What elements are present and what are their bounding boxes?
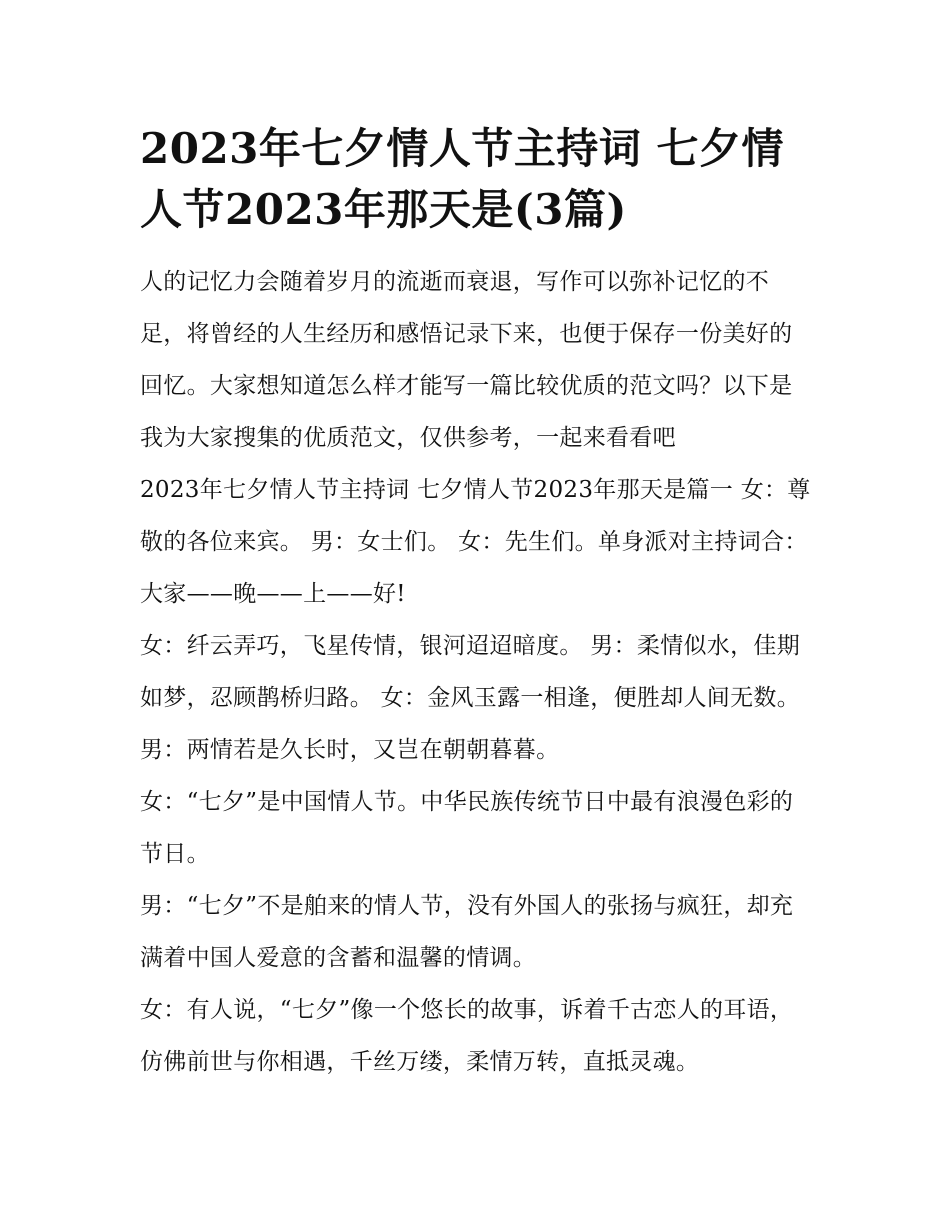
paragraph-poem: 女：纤云弄巧，飞星传情，银河迢迢暗度。 男：柔情似水，佳期如梦，忍顾鹊桥归路。 女：金风玉露一相逢，便胜却人间无数。 男：两情若是久长时，又岂在朝朝暮暮。: [140, 633, 801, 763]
intro-paragraph: 人的记忆力会随着岁月的流逝而衰退，写作可以弥补记忆的不足，将曾经的人生经历和感悟记录下来，也便于保存一份美好的回忆。大家想知道怎么样才能写一篇比较优质的范文吗？以下是我为大家搜集的优质范文，仅供参考，一起来看看吧: [140, 269, 793, 451]
paragraph-female-2: 女：有人说，“七夕”像一个悠长的故事，诉着千古恋人的耳语，仿佛前世与你相遇，千丝万缕，柔情万转，直抵灵魂。: [140, 997, 794, 1075]
paragraph-female-1: 女：“七夕”是中国情人节。中华民族传统节日中最有浪漫色彩的节日。: [140, 789, 794, 867]
paragraph-male-1: 男：“七夕”不是舶来的情人节，没有外国人的张扬与疯狂，却充满着中国人爱意的含蓄和温馨的情调。: [140, 893, 794, 971]
document-title: 2023年七夕情人节主持词 七夕情人节2023年那天是(3篇): [140, 124, 785, 234]
paragraph-opening: 2023年七夕情人节主持词 七夕情人节2023年那天是篇一 女：尊敬的各位来宾。 男：女士们。 女：先生们。单身派对主持词合：大家——晚——上——好!: [140, 477, 811, 607]
document-page: [140, 118, 812, 1088]
